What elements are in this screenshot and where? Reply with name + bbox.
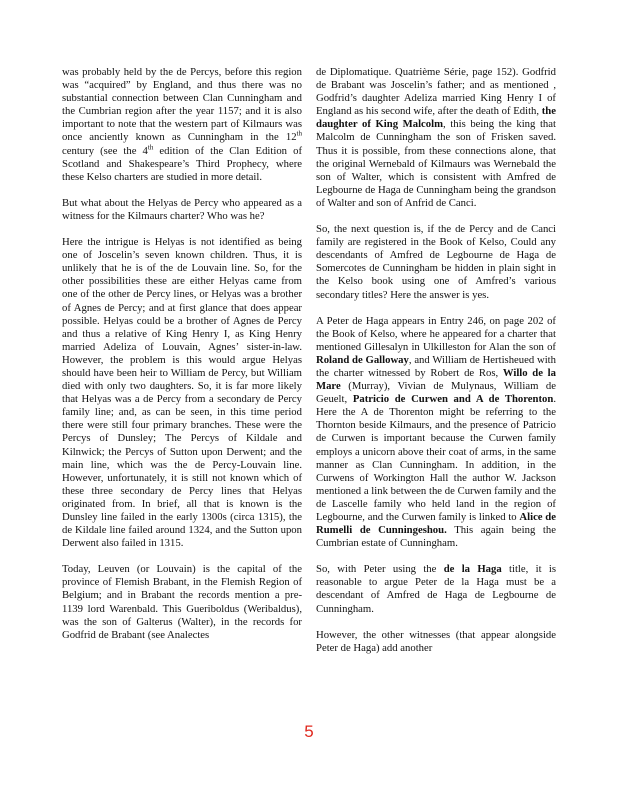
bold-phrase: Alice de Rumelli de Cunningeshou. [316, 511, 556, 537]
bold-phrase: the daughter of King Malcolm [316, 105, 556, 131]
bold-phrase: Willo de la Mare [316, 366, 556, 393]
paragraph: So, with Peter using the de la Haga title, it is reasonable to argue Peter de la Haga must be a descendant of Amfred de Haga de Legbourne de Cunningham. [316, 563, 556, 615]
bold-phrase: Patricio de Curwen and A de Thorenton [352, 393, 554, 406]
paragraph: Today, Leuven (or Louvain) is the capital of the province of Flemish Brabant, in the Flemish Region of Belgium; and in Brabant the records mention a pre-1139 lord Warenbald. This Gueriboldus (Weribaldus), was the son of Galterus (Walter), in the records for Godfrid de Brabant (see Analectes [62, 563, 302, 641]
paragraph: de Diplomatique. Quatrième Série, page 152). Godfrid de Brabant was Joscelin’s father; and as mentioned , Godfrid’s daughter Adeliza married King Henry I of England as his second wife, after the death of Edith, the daughter of King Malcolm, this being the king that Malcolm de Cunningham the son of Frisken saved. Thus it is possible, from these connections alone, that the original Wernebald of Kilmaurs was Wernebald the son of Walter, which is consistent with Amfred de Legbourne de Haga de Cunningham being the grandson of Walter and son of Anfrid de Canci. [316, 66, 556, 209]
page-number: 5 [304, 722, 314, 741]
paragraph: So, the next question is, if the de Percy and de Canci family are registered in the Book of Kelso, Could any descendants of Amfred de Legbourne de Haga de Somercotes de Cunningham be hidden in plain sight in the Kelso book using one of Amfred’s various secondary titles? Here the answer is yes. [316, 223, 556, 301]
paragraph: Here the intrigue is Helyas is not identified as being one of Joscelin’s seven known children. Thus, it is unlikely that he is of the de Louvain line. So, for the other possibilities these are either Helyas came from one of the other de Percy lines, or Helyas was a brother of Agnes de Percy; and at first glance that does appear possible. Helyas could be a brother of Agnes de Percy and thus a relative of King Henry I, as King Henry married Adeliza of Louvain, Agnes’ sister-in-law. However, the problem is this would argue Helyas should have been heir to William de Percy, but William died with only two daughters. So, it is far more likely that Helyas was a de Percy from a secondary de Percy family line; and, as can be seen, in this time period there were still four primary branches. These were the Percys of Dunsley; The Percys of Kildale and Kilnwick; the Percys of Sutton upon Derwent; and the main line, which was the de Percy-Louvain line. However, unfortunately, it is still not known which of these three secondary de Percy lines that Helyas originated from. In brief, all that is known is the Dunsley line failed in the early 1300s (circa 1315), the de Kildale line failed around 1324, and the Sutton upon Derwent also failed in 1315. [62, 236, 302, 550]
left-column [62, 66, 302, 655]
right-column [316, 66, 556, 668]
bold-phrase: de la Haga [443, 563, 502, 576]
paragraph: But what about the Helyas de Percy who appeared as a witness for the Kilmaurs charter? Who was he? [62, 196, 302, 222]
paragraph: A Peter de Haga appears in Entry 246, on page 202 of the Book of Kelso, where he appeared for a charter that mentioned Gillesalyn in Ulkilleston for Alan the son of Roland de Galloway, and William de Hertisheued with the charter witnessed by Robert de Ros, Willo de la Mare (Murray), Vivian de Mulynaus, William de Geuelt, Patricio de Curwen and A de Thorenton. Here the A de Thorenton might be referring to the Thornton beside Kilmaurs, and the presence of Patricio de Curwen is important because the Curwen family employs a unicorn above their coat of arms, in the same manner as Clan Cunningham. In addition, in the Curwens of Workington Hall the author W. Jackson mentioned a link between the de Curwen family and the de Lascelle family who held land in the region of Legbourne, and the Curwen family is linked to Alice de Rumelli de Cunningeshou. This again being the Cumbrian estate of Cunningham. [316, 314, 556, 550]
paragraph: However, the other witnesses (that appear alongside Peter de Haga) add another [316, 628, 556, 654]
paragraph: was probably held by the de Percys, before this region was “acquired” by England, and thus there was no substantial connection between Clan Cunningham and the Cumbrian region after the year 1157; and it is also important to note that the western part of Kilmaurs was once anciently known as Cunningham in the 12th century (see the 4th edition of the Clan Edition of Scotland and Shakespeare’s Third Prophecy, where these Kelso charters are studied in more detail. [62, 66, 302, 183]
bold-phrase: Roland de Galloway [316, 353, 409, 366]
